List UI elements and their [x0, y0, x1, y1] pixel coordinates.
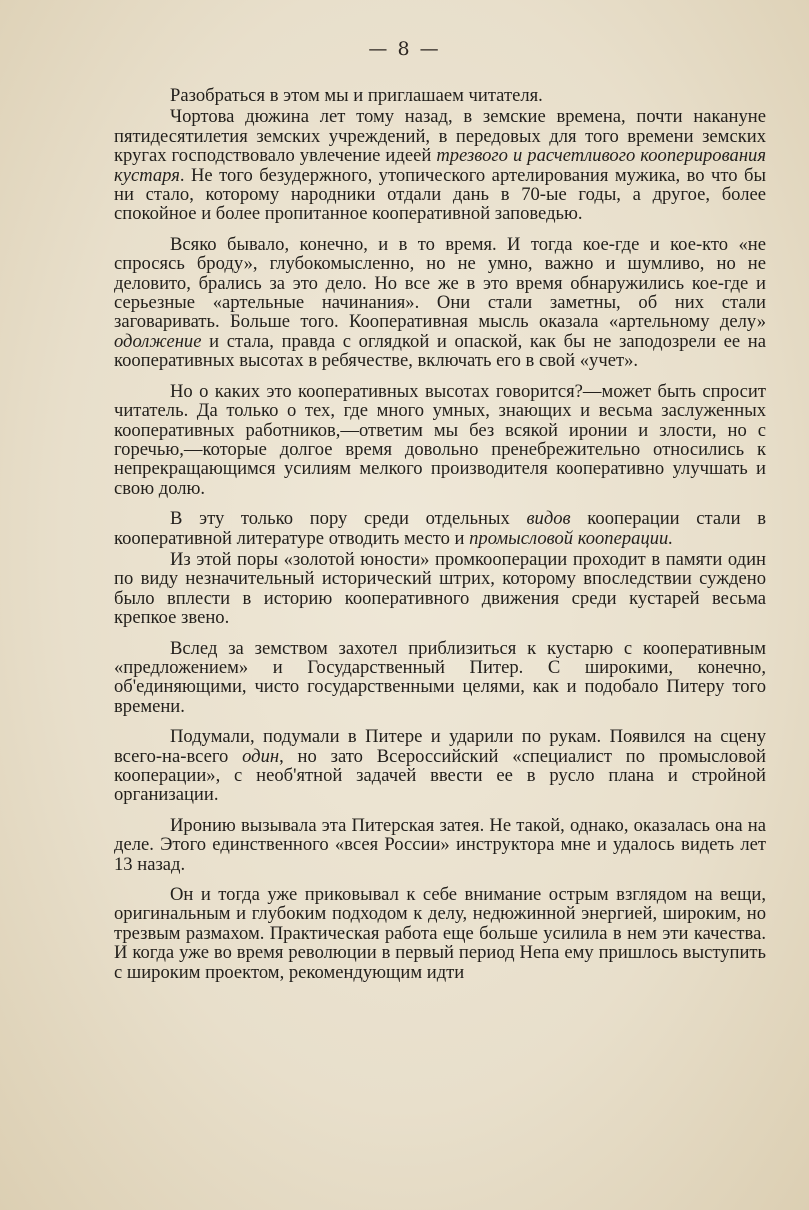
italic-phrase: промысловой кооперации.	[469, 527, 673, 549]
paragraph-2	[114, 107, 766, 223]
text-run: Вслед за земством захотел приблизиться к кустарю с кооперативным «предложением» и Государственный Питер. С широкими, конечно, об'единяющими, чисто государственными целями, как и подобало Питеру того времени.	[114, 637, 766, 717]
paragraph-9	[114, 816, 766, 874]
text-run: Всяко бывало, конечно, и в то время. И тогда кое-где и кое-кто «не спросясь броду», глубокомысленно, но не умно, важно и шумливо, но не деловито, брались за это дело. Но все же в это время обнаружились кое-где и серьезные «артельные начинания». Они стали заметны, об них стали заговаривать. Больше того. Кооперативная мысль оказала «артельному делу»	[114, 233, 766, 333]
text-run: Он и тогда уже приковывал к себе внимание острым взглядом на вещи, оригинальным и глубоким подходом к делу, недюжинной энергией, широким, но трезвым размахом. Практическая работа еще больше усилила в нем эти качества. И когда уже во время революции в первый период Непа ему пришлось выступить с широким проектом, рекомендующим идти	[114, 884, 766, 983]
page-number: — 8 —	[368, 38, 441, 60]
text-run: Подумали, подумали в Питере и ударили по рукам. Появился на сцену всего-на-всего	[114, 726, 766, 767]
paragraph-8	[114, 727, 766, 805]
text-run: Чортова дюжина лет тому назад, в земские времена, почти накануне пятидесятилетия земских учреждений, в передовых для того времени земских кругах господствовало увлечение идеей	[114, 106, 766, 167]
paragraph-4	[114, 382, 766, 498]
text-run: Из этой поры «золотой юности» промкооперации проходит в памяти один по виду незначительный исторический штрих, которому впоследствии суждено было вплести в историю кооперативного движения среди кустарей весьма крепкое звено.	[114, 548, 766, 629]
text-run: Иронию вызывала эта Питерская затея. Не такой, однако, оказалась она на деле. Этого единственного «всея России» инструктора мне и удалось видеть лет 13 назад.	[114, 814, 766, 875]
italic-phrase: видов	[526, 508, 571, 530]
paragraph-7	[114, 639, 766, 717]
body-text	[114, 86, 766, 993]
text-run: и стала, правда с оглядкой и опаской, как бы не заподозрели ее на кооперативных высотах в ребячестве, включать его в свой «учет».	[114, 330, 766, 372]
paragraph-6	[114, 550, 766, 628]
paragraph-5	[114, 509, 766, 548]
italic-phrase: трезвого и расчетливого кооперирования кустаря	[114, 145, 766, 186]
paragraph-3	[114, 235, 766, 371]
text-run: , но зато Всероссийский «специалист по промысловой кооперации», с необ'ятной задачей ввести ее в русло плана и стройной организации.	[114, 745, 767, 806]
text-run: кооперации стали в кооперативной литературе отводить место и	[114, 508, 766, 549]
text-run: В эту только пору среди отдельных	[170, 508, 527, 530]
paragraph-10	[114, 885, 766, 982]
text-run: Разобраться в этом мы и приглашаем читателя.	[170, 85, 543, 106]
italic-phrase: одолжение	[114, 330, 202, 352]
text-run: . Не того безудержного, утопического артелирования мужика, во что бы ни стало, которому народники отдали дань в 70-ые годы, а другое, более спокойное и более пропитанное кооперативной заповедью.	[114, 164, 766, 225]
text-run: Но о каких это кооперативных высотах говорится?—может быть спросит читатель. Да только о тех, где много умных, знающих и весьма заслуженных кооперативных работников,—ответим мы без всякой иронии и злости, но с горечью,—которые долгое время довольно пренебрежительно относились к непрекращающимся усилиям мелкого производителя кооперативно улучшать и свою долю.	[114, 380, 766, 499]
paragraph-1	[114, 86, 766, 105]
italic-phrase: один	[242, 745, 280, 767]
